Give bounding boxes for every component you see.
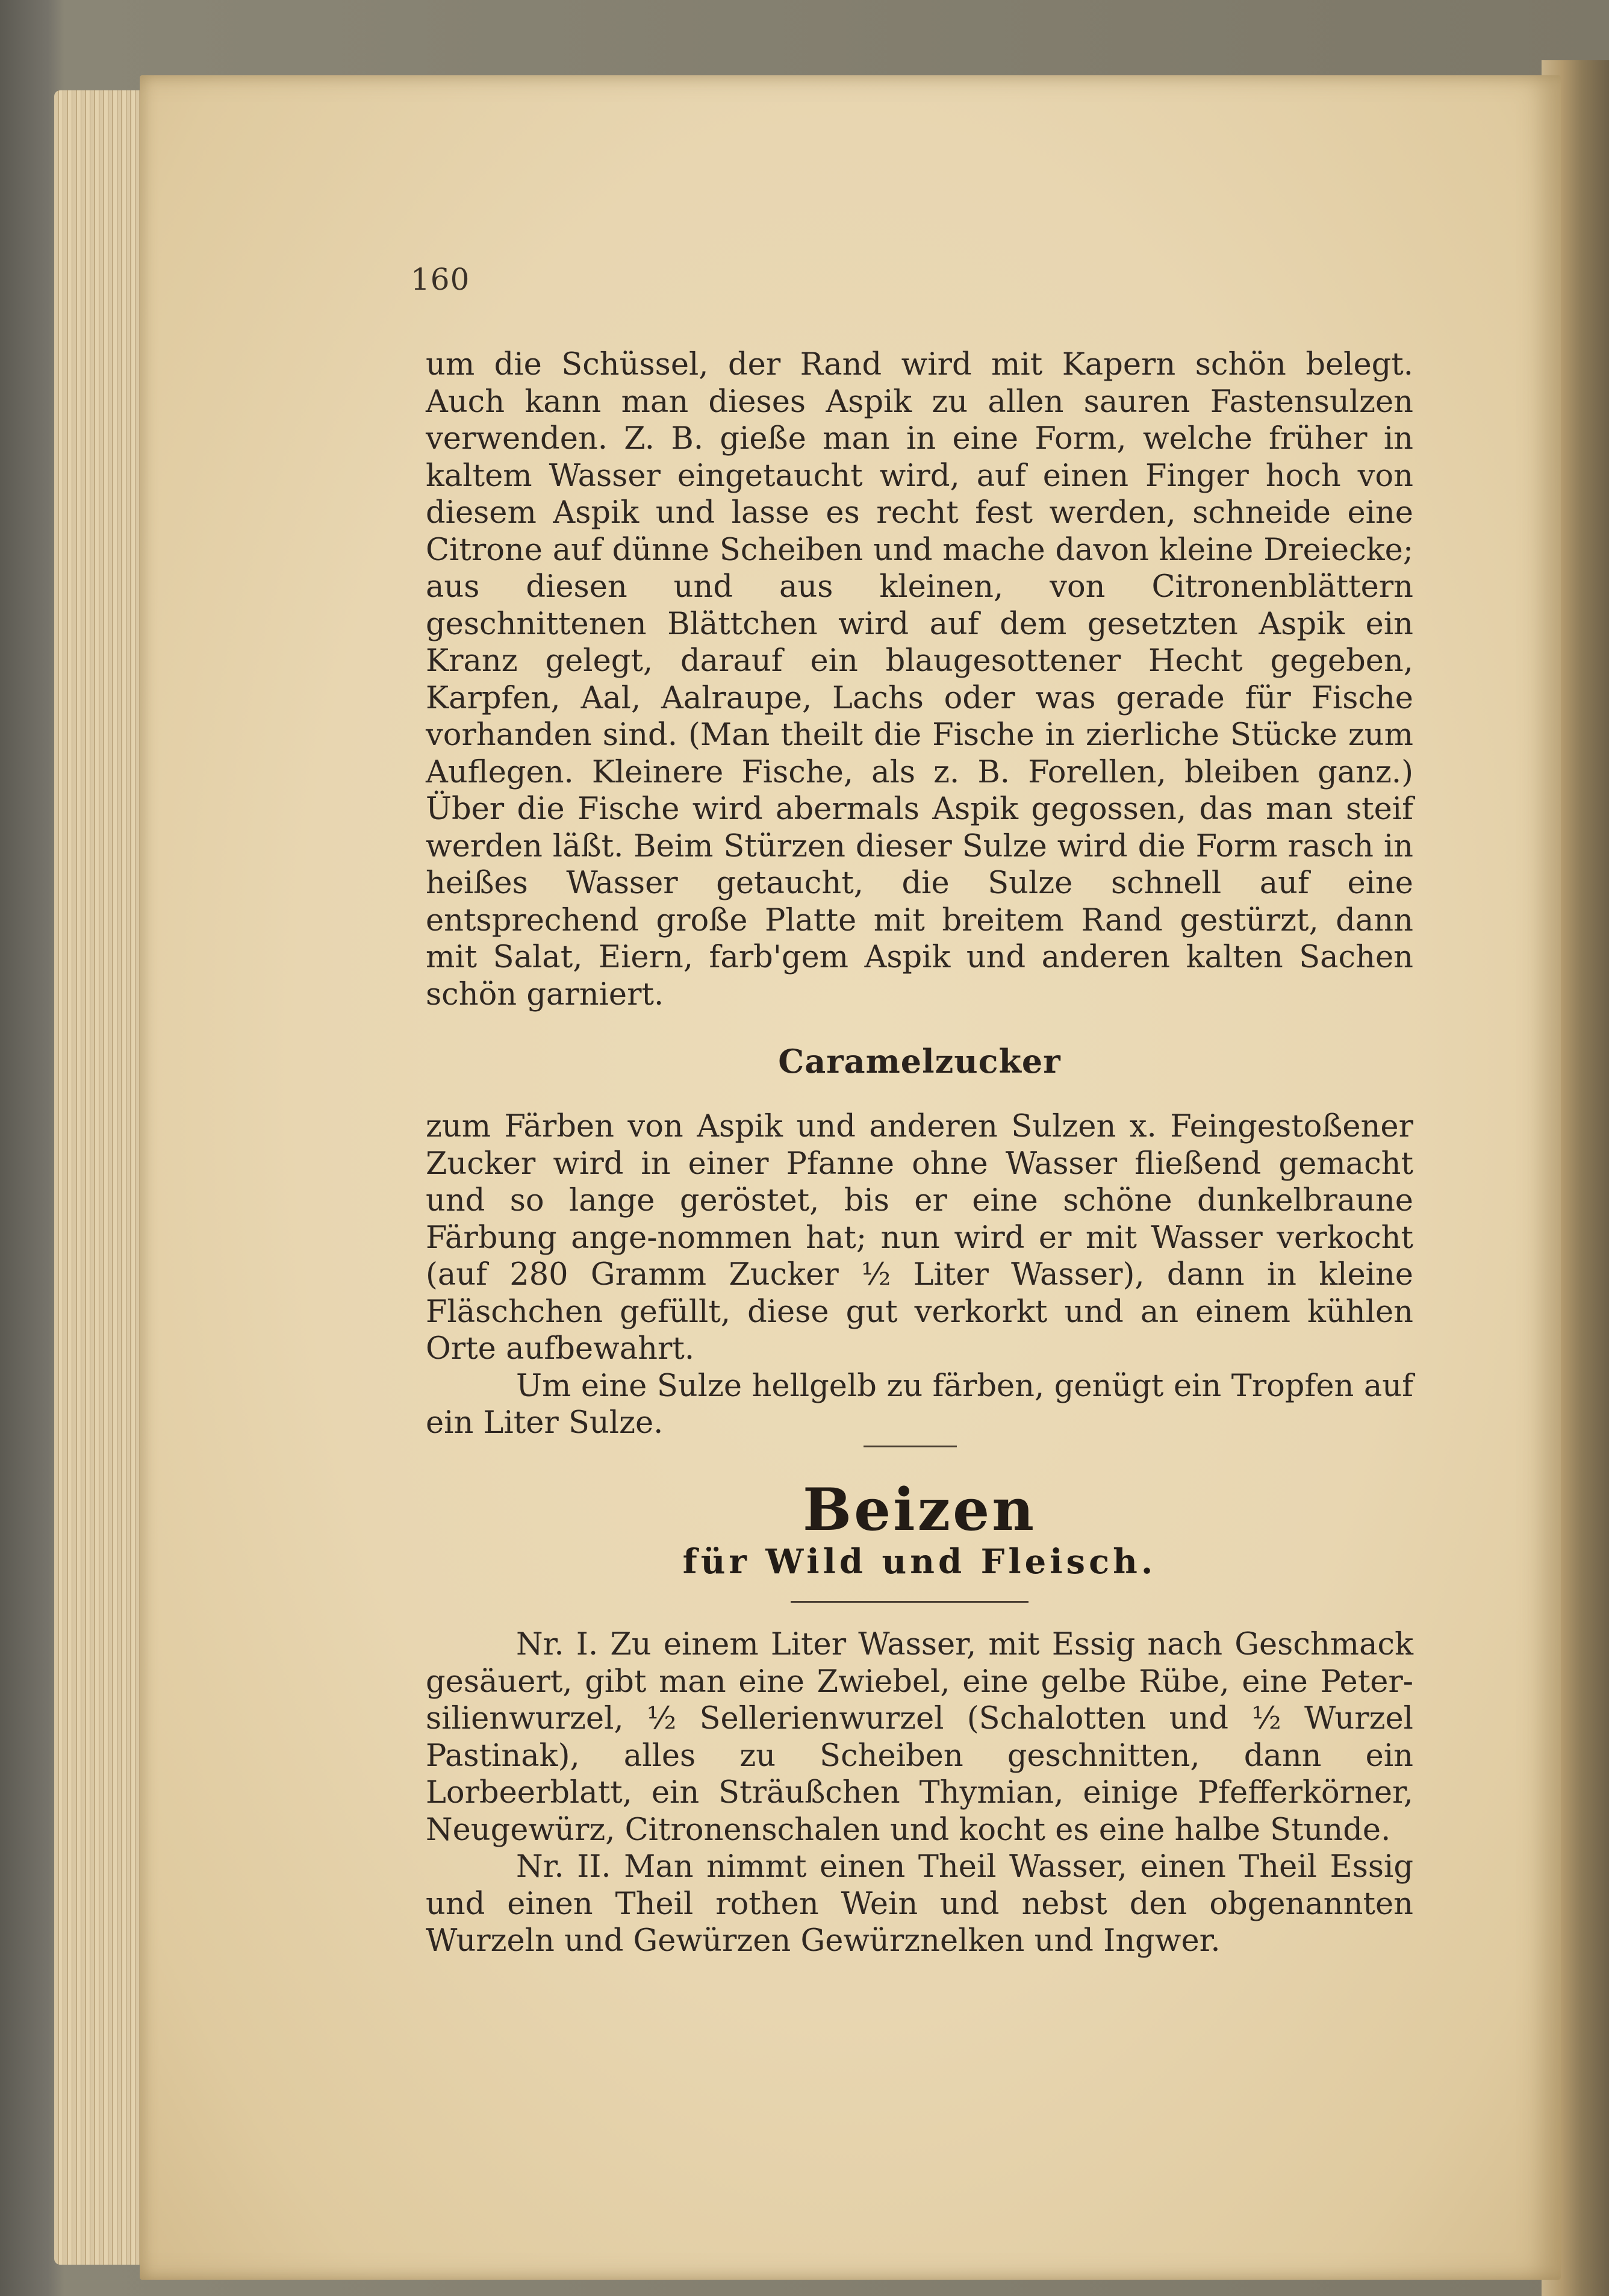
caramelzucker-section <box>426 1108 1413 1442</box>
page-number: 160 <box>411 262 470 297</box>
beizen-subheading: für Wild und Fleisch. <box>682 1542 1157 1582</box>
beize-nr1-paragraph: Nr. I. Zu einem Liter Wasser, mit Essig nach Geschmack gesäuert, gibt man eine Zwiebel, eine gelbe Rübe, eine Peter-silienwurzel, ½ Sellerienwurzel (Schalotten und ½ Wurzel Pastinak), alles zu Scheiben geschnitten, dann ein Lorbeerblatt, ein Sträußchen Thymian, einige Pfefferkörner, Neugewürz, Citronenschalen und kocht es eine halbe Stunde. <box>426 1627 1413 1848</box>
beize-nr2-paragraph: Nr. II. Man nimmt einen Theil Wasser, einen Theil Essig und einen Theil rothen Wein und nebst den obgenannten Wurzeln und Gewürzen Gewürznelken und Ingwer. <box>426 1849 1413 1959</box>
beizen-heading: Beizen <box>802 1476 1037 1544</box>
caramelzucker-paragraph: zum Färben von Aspik und anderen Sulzen x. Feingestoßener Zucker wird in einer Pfanne ohne Wasser fließend gemacht und so lange geröstet, bis er eine schöne dunkelbraune Färbung ange-nommen hat; nun wird er mit Wasser verkocht (auf 280 Gramm Zucker ½ Liter Wasser), dann in kleine Fläschchen gefüllt, diese gut verkorkt und an einem kühlen Orte aufbewahrt. <box>426 1109 1413 1367</box>
sulze-color-paragraph: Um eine Sulze hellgelb zu färben, genügt ein Tropfen auf ein Liter Sulze. <box>426 1368 1413 1441</box>
section-divider <box>864 1446 957 1447</box>
aspik-paragraph: um die Schüssel, der Rand wird mit Kapern schön belegt. Auch kann man dieses Aspik zu allen sauren Fastensulzen verwenden. Z. B. gieße man in eine Form, welche früher in kaltem Wasser eingetaucht wird, auf einen Finger hoch von diesem Aspik und lasse es recht fest werden, schneide eine Citrone auf dünne Scheiben und mache davon kleine Dreiecke; aus diesen und aus kleinen, von Citronenblättern geschnittenen Blättchen wird auf dem gesetzten Aspik ein Kranz gelegt, darauf ein blaugesottener Hecht gegeben, Karpfen, Aal, Aalraupe, Lachs oder was gerade für Fische vorhanden sind. (Man theilt die Fische in zierliche Stücke zum Auflegen. Kleinere Fische, als z. B. Forellen, bleiben ganz.) Über die Fische wird abermals Aspik gegossen, das man steif werden läßt. Beim Stürzen dieser Sulze wird die Form rasch in heißes Wasser getaucht, die Sulze schnell auf eine entsprechend große Platte mit breitem Rand gestürzt, dann mit Salat, Eiern, farb'gem Aspik und anderen kalten Sachen schön garniert. <box>426 347 1413 1012</box>
heading-divider <box>791 1601 1029 1603</box>
page-edge-stack <box>54 90 145 2265</box>
caramelzucker-heading: Caramelzucker <box>778 1042 1061 1081</box>
beizen-section <box>426 1626 1413 1960</box>
